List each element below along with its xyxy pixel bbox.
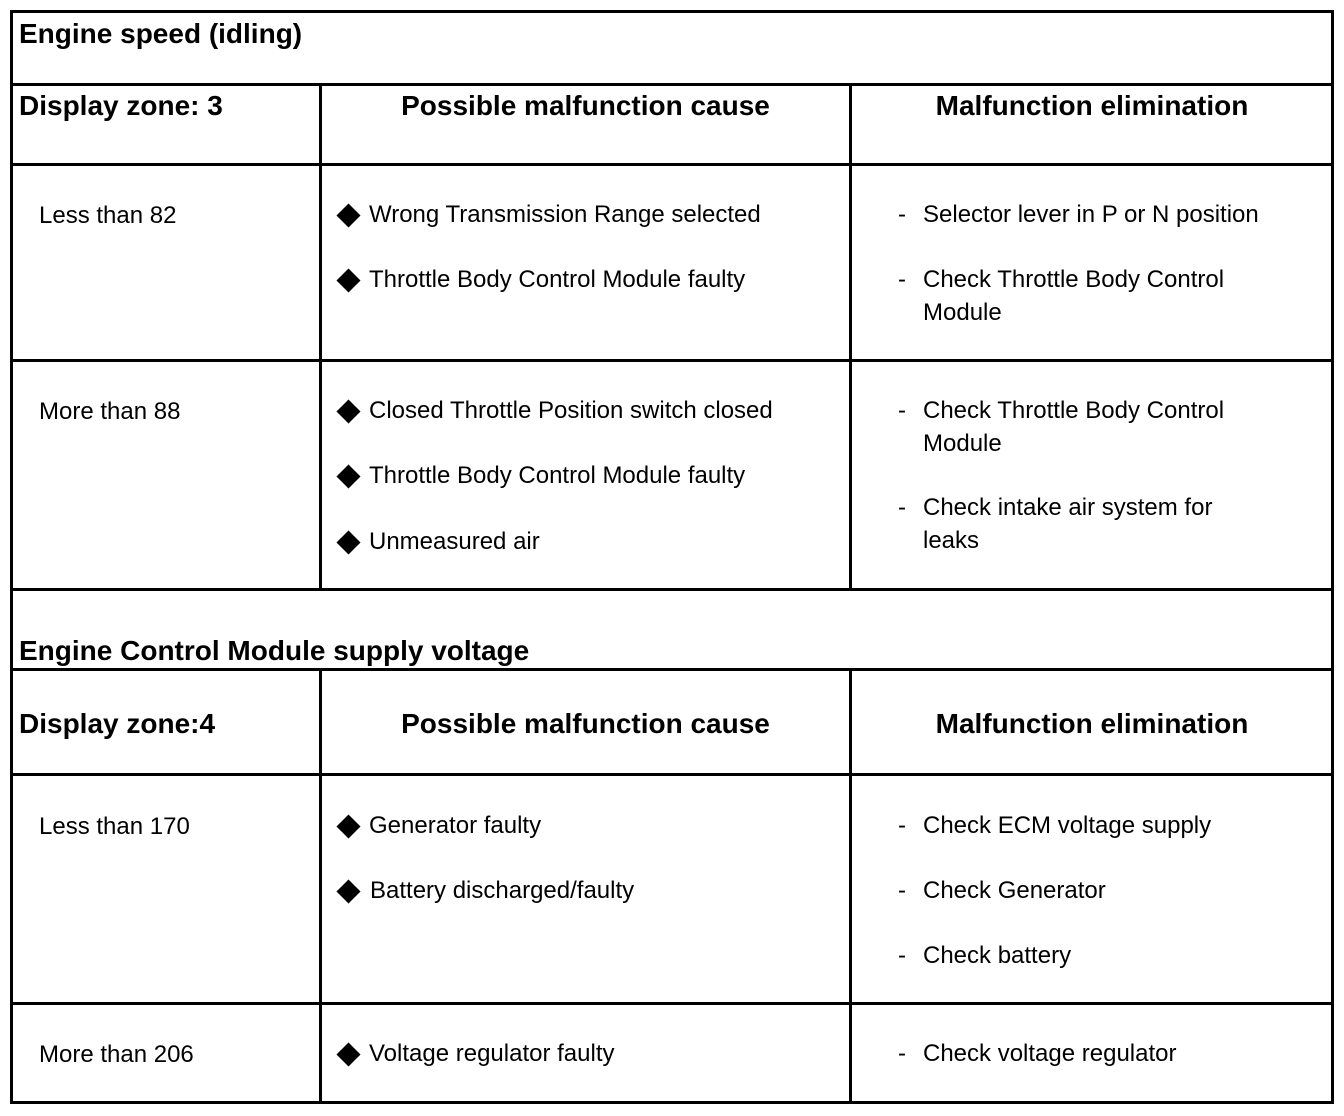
dash-marker: - (898, 397, 906, 424)
cause-item: Closed Throttle Position switch closed (369, 397, 773, 424)
rule-below-header-2 (10, 773, 1334, 776)
col-divider-2a (849, 83, 852, 591)
diamond-bullet-icon (336, 814, 360, 838)
col-divider-1a (319, 83, 322, 591)
elimination-item: Check battery (923, 942, 1072, 969)
row-value: More than 206 (39, 1041, 194, 1068)
rule-below-title-1 (10, 83, 1334, 86)
header-elimination: Malfunction elimination (935, 708, 1249, 739)
rule-below-title-2 (10, 668, 1334, 671)
elimination-item: Check intake air system for leaks (923, 494, 1213, 554)
diamond-bullet-icon (336, 1042, 360, 1066)
row-value: More than 88 (39, 398, 181, 425)
section-title: Engine speed (idling) (19, 18, 303, 49)
cause-item: Wrong Transmission Range selected (369, 201, 761, 228)
cause-item: Throttle Body Control Module faulty (369, 266, 746, 293)
rule-bottom (10, 1101, 1334, 1104)
rule-row-1 (10, 359, 1334, 362)
cause-item: Throttle Body Control Module faulty (369, 462, 746, 489)
header-display-zone: Display zone:4 (19, 708, 216, 739)
row-value: Less than 82 (39, 202, 177, 229)
elimination-item: Check voltage regulator (923, 1040, 1177, 1067)
dash-marker: - (898, 1040, 906, 1067)
diamond-bullet-icon (336, 464, 360, 488)
elimination-item: Check ECM voltage supply (923, 812, 1212, 839)
header-cause: Possible malfunction cause (401, 90, 770, 121)
elimination-item: Selector lever in P or N position (923, 201, 1259, 228)
dash-marker: - (898, 812, 906, 839)
elimination-item: Check Throttle Body Control Module (923, 397, 1225, 457)
diamond-bullet-icon (336, 530, 360, 554)
border-right (1331, 10, 1334, 1104)
header-elimination: Malfunction elimination (935, 90, 1249, 121)
diamond-bullet-icon (336, 268, 360, 292)
row-value: Less than 170 (39, 813, 190, 840)
cause-item: Battery discharged/faulty (370, 877, 635, 904)
rule-row-3 (10, 1002, 1334, 1005)
header-cause: Possible malfunction cause (401, 708, 770, 739)
elimination-item: Check Generator (923, 877, 1106, 904)
cause-item: Generator faulty (369, 812, 542, 839)
diamond-bullet-icon (336, 399, 360, 423)
section-title: Engine Control Module supply voltage (19, 635, 530, 666)
rule-below-header-1 (10, 163, 1334, 166)
diamond-bullet-icon (336, 879, 360, 903)
border-left (10, 10, 13, 1104)
dash-marker: - (898, 942, 906, 969)
cause-item: Voltage regulator faulty (369, 1040, 615, 1067)
diamond-bullet-icon (336, 203, 360, 227)
dash-marker: - (898, 266, 906, 293)
rule-top (10, 10, 1334, 13)
elimination-item: Check Throttle Body Control Module (923, 266, 1225, 326)
dash-marker: - (898, 201, 906, 228)
dash-marker: - (898, 877, 906, 904)
rule-row-2 (10, 588, 1334, 591)
dash-marker: - (898, 494, 906, 521)
cause-item: Unmeasured air (369, 528, 540, 555)
header-display-zone: Display zone: 3 (19, 90, 223, 121)
